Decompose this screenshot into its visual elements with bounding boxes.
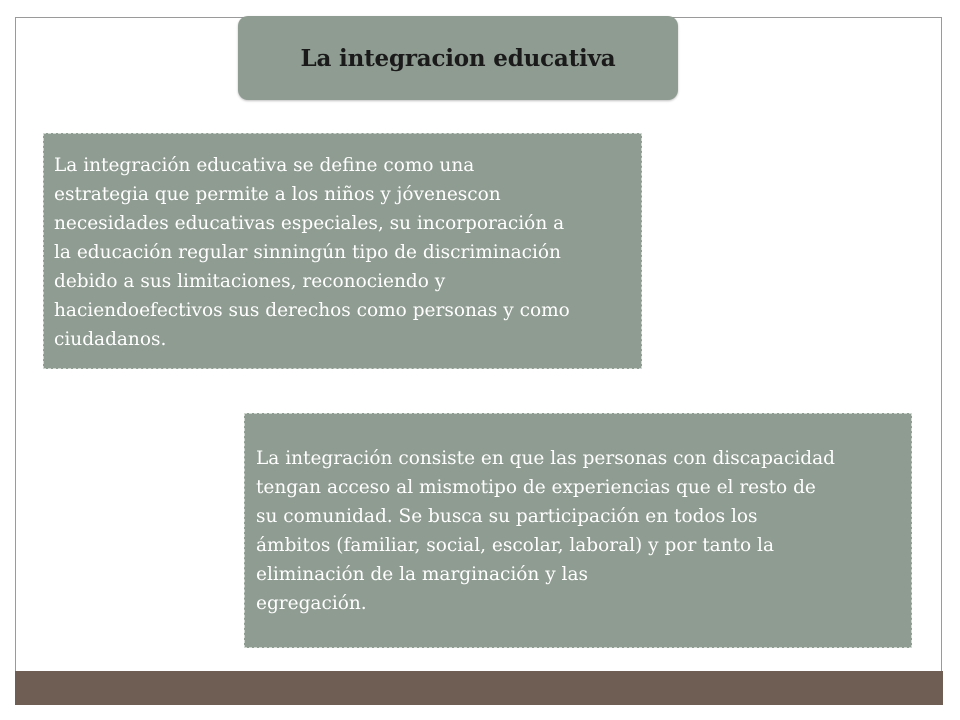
definition-line: estrategia que permite a los niños y jóvenescon xyxy=(54,184,501,205)
footer-bar xyxy=(15,671,943,705)
definition-line: ciudadanos. xyxy=(54,329,167,350)
definition-line: necesidades educativas especiales, su incorporación a xyxy=(54,213,565,234)
definition-text-box xyxy=(43,133,642,369)
integration-line: ámbitos (familiar, social, escolar, laboral) y por tanto la xyxy=(256,535,774,556)
title-box xyxy=(238,16,678,100)
definition-line: debido a sus limitaciones, reconociendo y xyxy=(54,271,446,292)
integration-line: su comunidad. Se busca su participación en todos los xyxy=(256,506,758,527)
integration-line: La integración consiste en que las personas con discapacidad xyxy=(256,448,835,469)
definition-line: La integración educativa se define como una xyxy=(54,155,475,176)
definition-line: la educación regular sinningún tipo de discriminación xyxy=(54,242,561,263)
integration-line: eliminación de la marginación y las xyxy=(256,564,588,585)
slide-title: La integracion educativa xyxy=(300,44,616,72)
definition-line: haciendoefectivos sus derechos como personas y como xyxy=(54,300,570,321)
integration-line: tengan acceso al mismotipo de experiencias que el resto de xyxy=(256,477,816,498)
integration-text-box xyxy=(244,413,912,648)
integration-line: egregación. xyxy=(256,593,367,614)
